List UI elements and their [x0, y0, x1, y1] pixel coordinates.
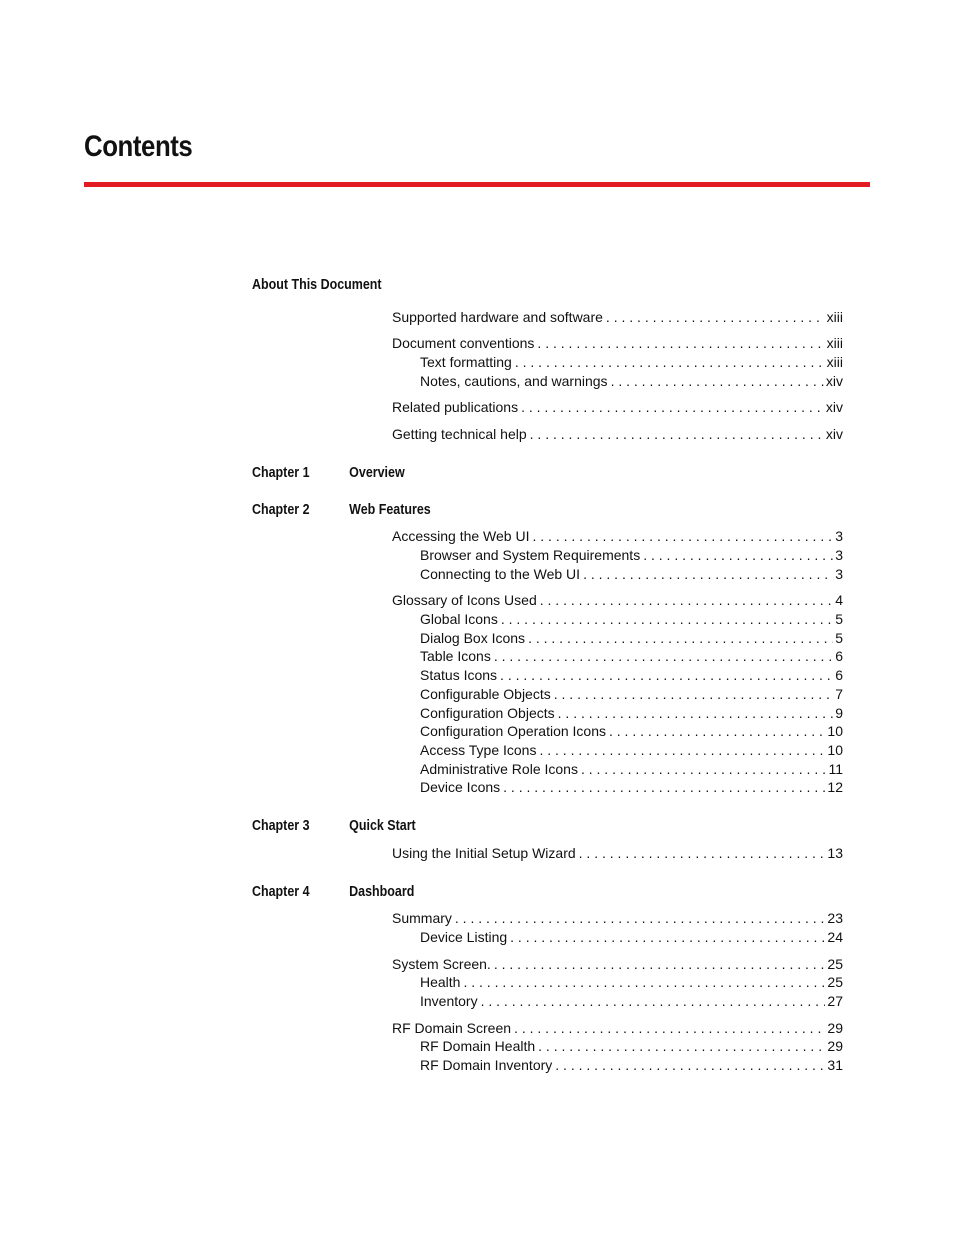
- toc-entry-text: Getting technical help: [392, 426, 527, 442]
- toc-entry-page: xiv: [825, 426, 843, 442]
- toc-entry-technical-help[interactable]: [392, 425, 843, 443]
- toc-entry-text: Configurable Objects: [420, 686, 551, 702]
- toc-entry-device-listing[interactable]: [420, 928, 843, 946]
- dot-leader: [537, 591, 833, 609]
- dot-leader: [460, 973, 825, 991]
- toc-entry-access-type-icons[interactable]: [420, 741, 843, 759]
- dot-leader: [507, 928, 825, 946]
- toc-entry-text: Supported hardware and software: [392, 309, 603, 325]
- toc-entry-table-icons[interactable]: [420, 647, 843, 665]
- chapter-title: Overview: [349, 465, 405, 481]
- toc-entry-connecting-web-ui[interactable]: [420, 565, 843, 583]
- toc-entry-text: Table Icons: [420, 648, 491, 664]
- toc-entry-text-formatting[interactable]: [420, 353, 843, 371]
- chapter-number: Chapter 2: [252, 502, 310, 518]
- toc-entry-page: 25: [827, 956, 843, 972]
- dot-leader: [578, 760, 827, 778]
- toc-entry-text: Using the Initial Setup Wizard: [392, 845, 576, 861]
- toc-entry-dialog-box-icons[interactable]: [420, 629, 843, 647]
- toc-entry-page: 13: [827, 845, 843, 861]
- toc-entry-configuration-objects[interactable]: [420, 704, 843, 722]
- toc-entry-text: RF Domain Inventory: [420, 1057, 553, 1073]
- dot-leader: [478, 992, 826, 1010]
- page-title: Contents: [84, 130, 193, 163]
- toc-entry-text: Global Icons: [420, 611, 498, 627]
- toc-entry-browser-requirements[interactable]: [420, 546, 843, 564]
- toc-entry-page: 3: [835, 566, 843, 582]
- toc-entry-page: 7: [835, 686, 843, 702]
- dot-leader: [500, 778, 825, 796]
- toc-entry-text: Configuration Objects: [420, 705, 555, 721]
- toc-entry-text: Related publications: [392, 399, 519, 415]
- dot-leader: [511, 1019, 825, 1037]
- dot-leader: [603, 308, 825, 326]
- chapter-3-heading[interactable]: [252, 818, 416, 834]
- toc-entry-health[interactable]: [420, 973, 843, 991]
- chapter-title: Quick Start: [349, 818, 416, 834]
- chapter-title: Dashboard: [349, 884, 415, 900]
- dot-leader: [576, 844, 826, 862]
- toc-entry-text: Status Icons: [420, 667, 498, 683]
- toc-entry-text: Browser and System Requirements: [420, 547, 641, 563]
- toc-entry-text: Configuration Operation Icons: [420, 723, 606, 739]
- dot-leader: [529, 527, 833, 545]
- toc-entry-page: xiii: [826, 335, 843, 351]
- chapter-number: Chapter 4: [252, 884, 310, 900]
- dot-leader: [498, 610, 833, 628]
- chapter-2-heading[interactable]: [252, 502, 431, 518]
- chapter-title: Web Features: [349, 502, 431, 518]
- toc-entry-page: 3: [835, 528, 843, 544]
- toc-entry-supported-hardware[interactable]: [392, 308, 843, 326]
- toc-entry-page: 24: [827, 929, 843, 945]
- toc-entry-page: 10: [827, 723, 843, 739]
- dot-leader: [452, 909, 826, 927]
- toc-entry-page: 11: [828, 761, 843, 777]
- toc-entry-configurable-objects[interactable]: [420, 685, 843, 703]
- about-heading: About This Document: [252, 277, 382, 293]
- toc-entry-page: 23: [827, 910, 843, 926]
- toc-entry-text: Administrative Role Icons: [420, 761, 578, 777]
- toc-entry-text: Device Icons: [420, 779, 501, 795]
- dot-leader: [555, 704, 834, 722]
- dot-leader: [640, 546, 833, 564]
- chapter-number: Chapter 1: [252, 465, 310, 481]
- toc-entry-notes-cautions[interactable]: [420, 372, 843, 390]
- toc-entry-device-icons[interactable]: [420, 778, 843, 796]
- toc-entry-page: xiii: [826, 309, 843, 325]
- toc-entry-text: Notes, cautions, and warnings: [420, 373, 608, 389]
- dot-leader: [527, 425, 824, 443]
- toc-entry-system-screen[interactable]: [392, 955, 843, 973]
- toc-entry-page: 29: [827, 1020, 843, 1036]
- toc-entry-page: 29: [827, 1038, 843, 1054]
- dot-leader: [536, 741, 825, 759]
- toc-entry-text: RF Domain Health: [420, 1038, 536, 1054]
- toc-entry-page: 6: [835, 667, 843, 683]
- toc-entry-text: RF Domain Screen: [392, 1020, 512, 1036]
- toc-entry-rf-domain-screen[interactable]: [392, 1019, 843, 1037]
- dot-leader: [608, 372, 824, 390]
- toc-entry-related-publications[interactable]: [392, 398, 843, 416]
- toc-entry-summary[interactable]: [392, 909, 843, 927]
- toc-entry-text: Accessing the Web UI: [392, 528, 530, 544]
- toc-entry-page: xiii: [826, 354, 843, 370]
- toc-entry-text: Text formatting: [420, 354, 512, 370]
- dot-leader: [491, 955, 826, 973]
- toc-entry-global-icons[interactable]: [420, 610, 843, 628]
- toc-entry-page: 27: [827, 993, 843, 1009]
- toc-entry-text: Inventory: [420, 993, 478, 1009]
- dot-leader: [534, 334, 824, 352]
- toc-entry-text: Summary: [392, 910, 452, 926]
- toc-entry-text: Health: [420, 974, 461, 990]
- toc-entry-accessing-web-ui[interactable]: [392, 527, 843, 545]
- toc-entry-page: xiv: [825, 399, 843, 415]
- toc-entry-glossary-icons[interactable]: [392, 591, 843, 609]
- toc-entry-page: 3: [835, 547, 843, 563]
- dot-leader: [535, 1037, 825, 1055]
- toc-entry-rf-domain-inventory[interactable]: [420, 1056, 843, 1074]
- toc-entry-rf-domain-health[interactable]: [420, 1037, 843, 1055]
- dot-leader: [606, 722, 825, 740]
- toc-entry-administrative-role-icons[interactable]: [420, 760, 843, 778]
- dot-leader: [518, 398, 824, 416]
- toc-entry-status-icons[interactable]: [420, 666, 843, 684]
- dot-leader: [512, 353, 825, 371]
- toc-entry-page: 31: [827, 1057, 843, 1073]
- toc-entry-text: Device Listing: [420, 929, 508, 945]
- dot-leader: [551, 685, 833, 703]
- toc-entry-page: xiv: [825, 373, 843, 389]
- chapter-number: Chapter 3: [252, 818, 310, 834]
- toc-entry-initial-setup-wizard[interactable]: [392, 844, 843, 862]
- toc-entry-text: Access Type Icons: [420, 742, 537, 758]
- toc-entry-page: 4: [835, 592, 843, 608]
- toc-entry-document-conventions[interactable]: [392, 334, 843, 352]
- toc-entry-page: 5: [835, 630, 843, 646]
- toc-entry-text: System Screen.: [392, 956, 491, 972]
- chapter-4-heading[interactable]: [252, 884, 414, 900]
- toc-entry-text: Dialog Box Icons: [420, 630, 526, 646]
- toc-entry-text: Glossary of Icons Used: [392, 592, 537, 608]
- chapter-1-heading[interactable]: [252, 465, 405, 481]
- toc-entry-page: 9: [835, 705, 843, 721]
- dot-leader: [580, 565, 833, 583]
- toc-entry-page: 25: [827, 974, 843, 990]
- toc-entry-page: 5: [835, 611, 843, 627]
- toc-entry-page: 12: [827, 779, 843, 795]
- toc-entry-configuration-operation-icons[interactable]: [420, 722, 843, 740]
- dot-leader: [491, 647, 833, 665]
- dot-leader: [497, 666, 833, 684]
- toc-entry-text: Connecting to the Web UI: [420, 566, 581, 582]
- toc-entry-page: 6: [835, 648, 843, 664]
- dot-leader: [525, 629, 833, 647]
- toc-entry-text: Document conventions: [392, 335, 535, 351]
- toc-entry-inventory[interactable]: [420, 992, 843, 1010]
- toc-entry-page: 10: [827, 742, 843, 758]
- dot-leader: [552, 1056, 825, 1074]
